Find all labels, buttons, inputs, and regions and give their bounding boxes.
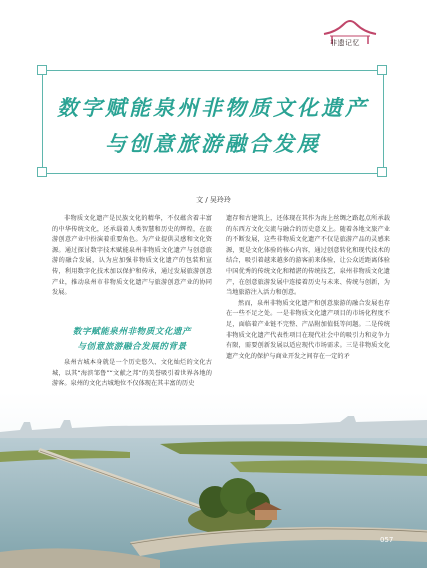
right-column [226,214,390,362]
article-title-line2: 与创意旅游融合发展 [105,131,321,156]
left-paragraph-1: 非物质文化遗产是民族文化的精华，不仅蕴含着丰富的中华传统文化，还承载着人类智慧和历史的辉煌，在旅游创意产业中扮演着重要角色。为产业提供灵感和文化资源。通过探讨数字技术赋能泉州非物质文化遗产与创意旅游的融合发展，认为应加强非物质文化遗产的包装和宣传，利用数字化技术加以保护和传承，通过发展旅游创意产业，推动泉州市非物质文化遗产与旅游创意产业的协同发展。 [52,215,212,297]
frame-corner [37,167,47,177]
title-frame [42,70,384,174]
frame-corner [377,65,387,75]
left-column [52,214,212,299]
frame-corner [37,65,47,75]
subheading-line2: 与创意旅游融合发展的背景 [77,342,187,352]
page-number: 057 [380,536,394,544]
section-tag: 非遗记忆 [330,39,360,47]
article-title-line1: 数字赋能泉州非物质文化遗产 [57,95,369,120]
author-byline: 文 / 吴玲玲 [196,196,231,204]
left-paragraph-2: 泉州古城本身就是一个历史悠久、文化灿烂的文化古城，以其“海滨邹鲁”“文献之邦”的美誉吸引着世界各地的游客。泉州的文化古城地位不仅体现在其丰富的历史 [52,359,212,388]
subheading-line1: 数字赋能泉州非物质文化遗产 [72,327,192,337]
aerial-bridge-photo [0,392,427,568]
right-paragraph-1: 遗存和古建筑上，还体现在其作为海上丝绸之路起点所承载的东西方文化交流与融合的历史意义上。随着各地文旅产业的不断发展，这些非物质文化遗产不仅是旅游产品的灵感来源，更是文化体验的核心内容，通过创意转化和现代技术的结合，吸引着越来越多的游客前来体验，让公众近距离体验中国优秀的传统文化和精湛的传统技艺，泉州非物质文化遗产，在创意旅游发展中连接着历史与未来、传统与创新，为当地旅游注入活力和创意。 [226,215,390,297]
right-paragraph-2: 然而，泉州非物质文化遗产和创意旅游的融合发展也存在一些不足之处。一是非物质文化遗产项目的市场化程度不足，面临着产业链不完整、产品附加值低等问题。二是传统非物质文化遗产代表性项目在现代社会中的吸引力和竞争力有限，需要创新发展以适应现代市场需求。三是非物质文化遗产文化的保护与商业开发之间存在一定的矛 [226,299,390,360]
left-column-lower [52,358,212,390]
frame-corner [377,167,387,177]
